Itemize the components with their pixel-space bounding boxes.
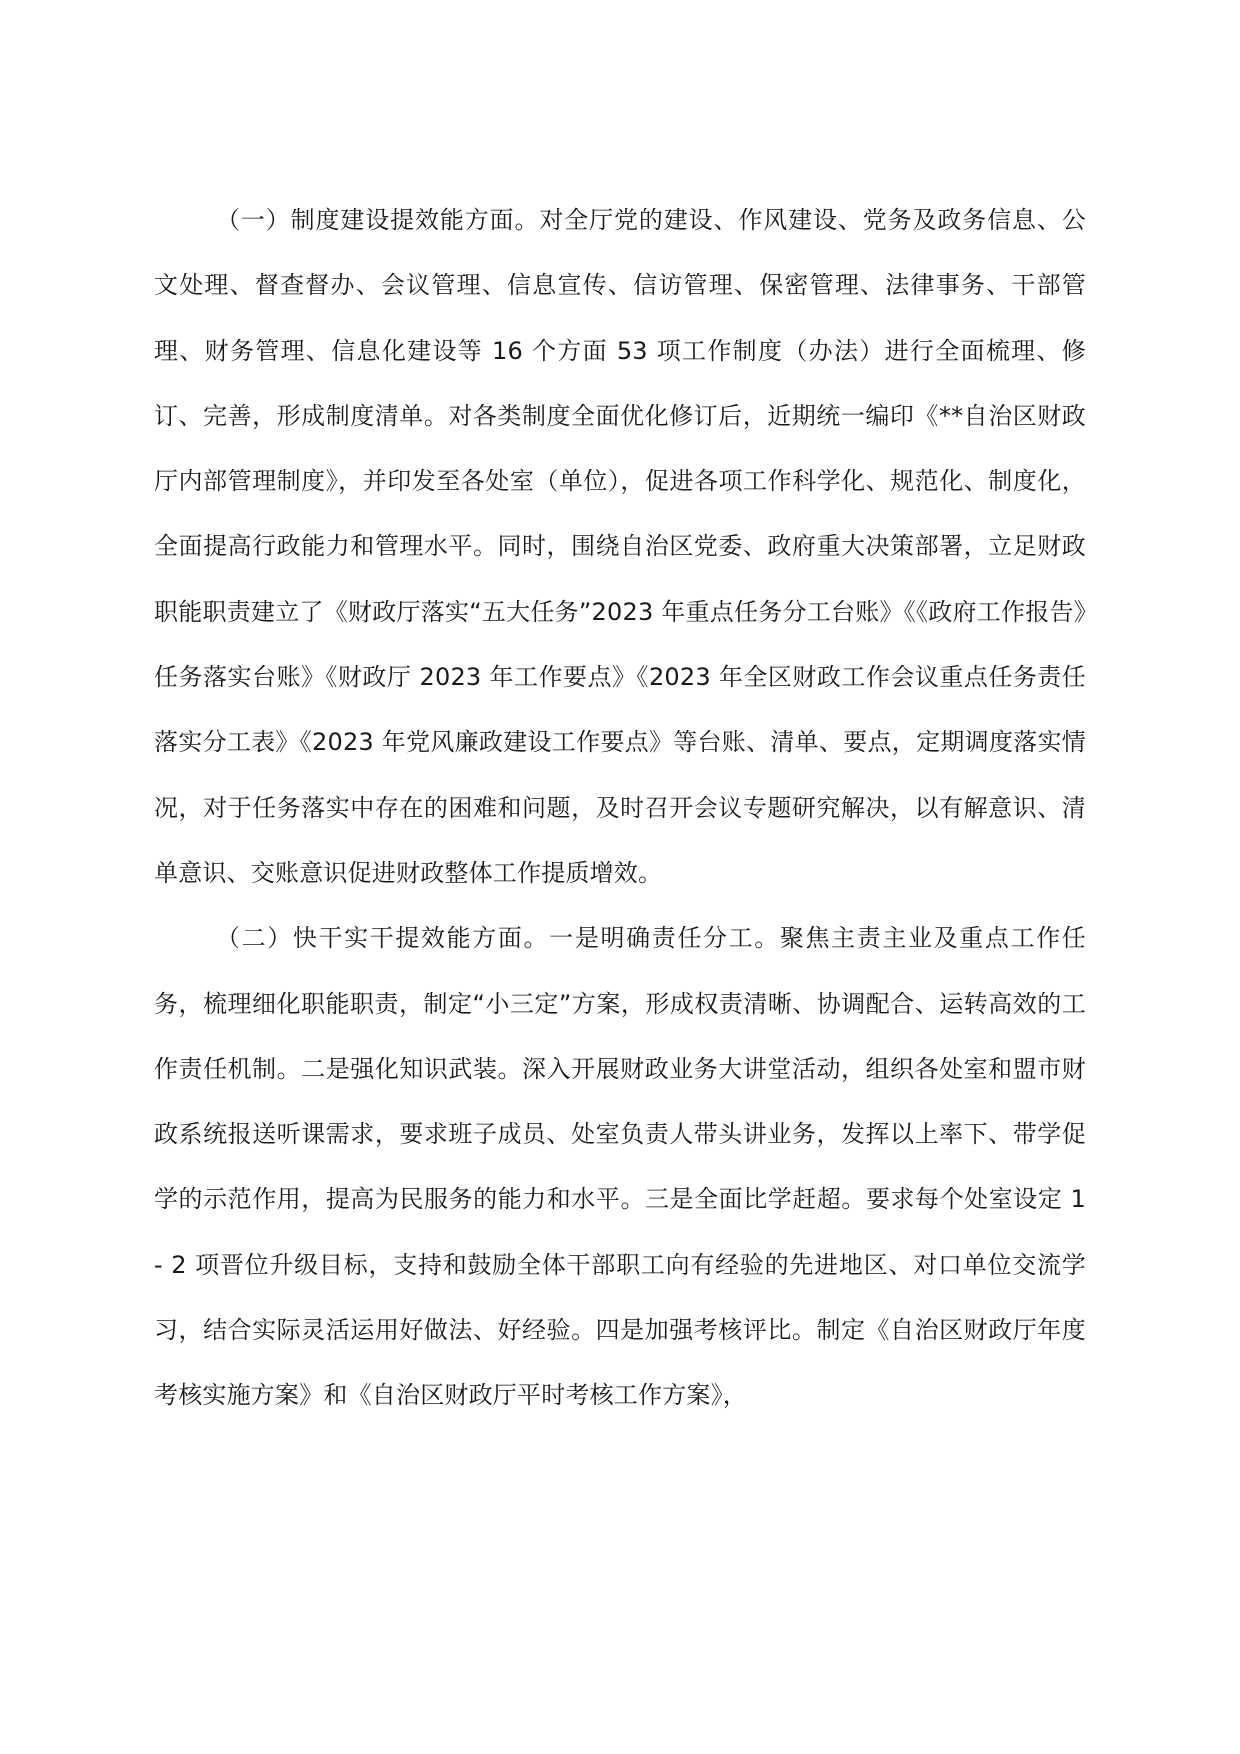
paragraph-institutional-building: （一）制度建设提效能方面。对全厅党的建设、作风建设、党务及政务信息、公文处理、督查督办、会议管理、信息宣传、信访管理、保密管理、法律事务、干部管理、财务管理、信息化建设等 16 个方面 53 项工作制度（办法）进行全面梳理、修订、完善，形成制度清单。对各类制度全面优化修订后，近期统一编印《**自治区财政厅内部管理制度》，并印发至各处室（单位），促进各项工作科学化、规范化、制度化，全面提高行政能力和管理水平。同时，围绕自治区党委、政府重大决策部署，立足财政职能职责建立了《财政厅落实“五大任务”2023 年重点任务分工台账》《《政府工作报告》任务落实台账》《财政厅 2023 年工作要点》《2023 年全区财政工作会议重点任务责任落实分工表》《2023 年党风廉政建设工作要点》等台账、清单、要点，定期调度落实情况，对于任务落实中存在的困难和问题，及时召开会议专题研究解决，以有解意识、清单意识、交账意识促进财政整体工作提质增效。 (154, 206, 1086, 887)
paragraph-practical-work: （二）快干实干提效能方面。一是明确责任分工。聚焦主责主业及重点工作任务，梳理细化职能职责，制定“小三定”方案，形成权责清晰、协调配合、运转高效的工作责任机制。二是强化知识武装。深入开展财政业务大讲堂活动，组织各处室和盟市财政系统报送听课需求，要求班子成员、处室负责人带头讲业务，发挥以上率下、带学促学的示范作用，提高为民服务的能力和水平。三是全面比学赶超。要求每个处室设定 1 - 2 项晋位升级目标，支持和鼓励全体干部职工向有经验的先进地区、对口单位交流学习，结合实际灵活运用好做法、好经验。四是加强考核评比。制定《自治区财政厅年度考核实施方案》和《自治区财政厅平时考核工作方案》， (154, 924, 1086, 1410)
document-body (154, 188, 1086, 1429)
